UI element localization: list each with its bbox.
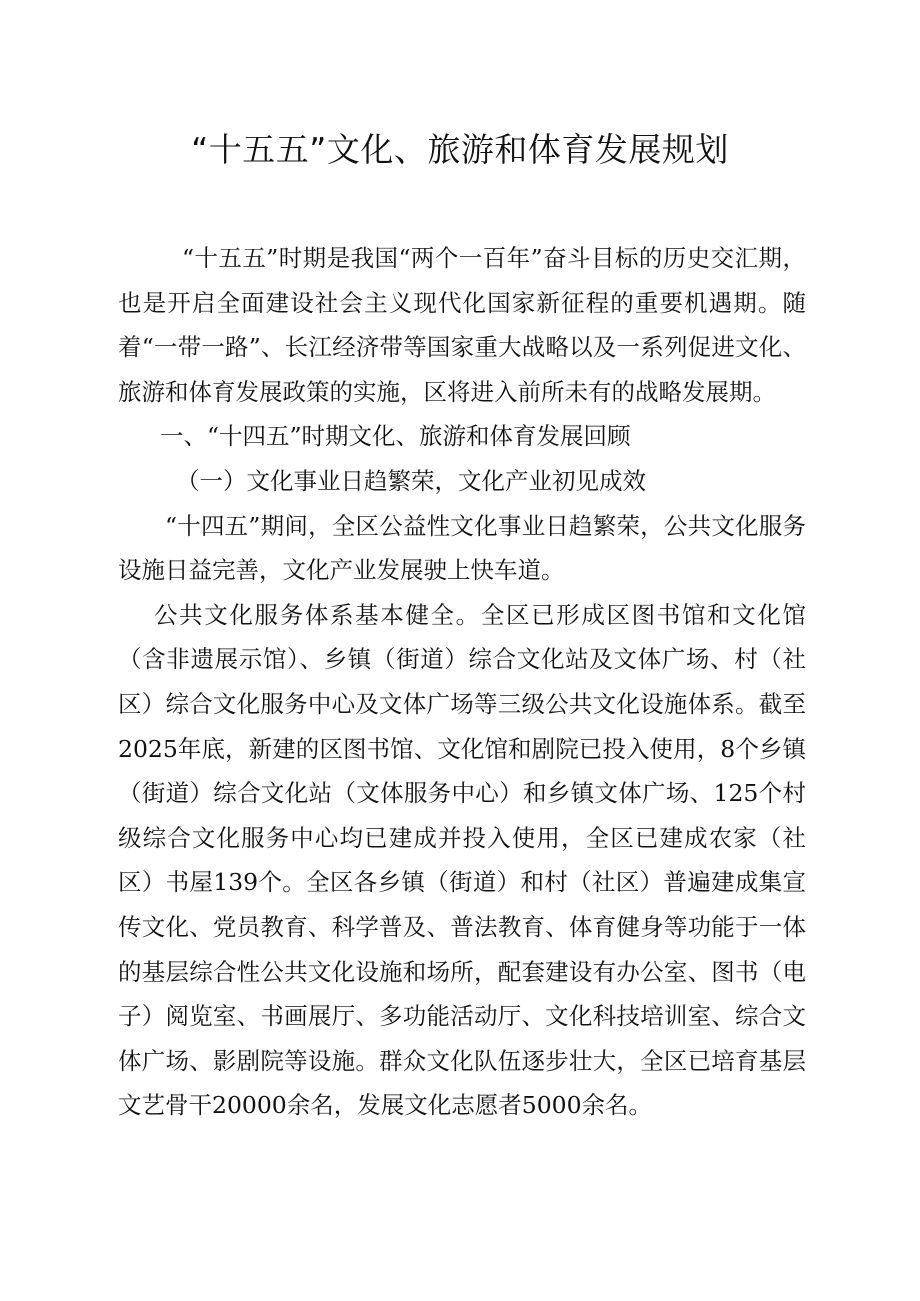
page-title: “十五五”文化、旅游和体育发展规划 [191, 130, 729, 169]
section-heading: 一、“十四五”时期文化、旅游和体育发展回顾 [160, 422, 631, 451]
public-service-paragraph: 公共文化服务体系基本健全。全区已形成区图书馆和文化馆（含非遗展示馆）、乡镇（街道）综合文化站及文体广场、村（社区）综合文化服务中心及文体广场等三级公共文化设施体系。截至2025年底，新建的区图书馆、文化馆和剧院已投入使用，8个乡镇（街道）综合文化站（文体服务中心）和乡镇文体广场、125个村级综合文化服务中心均已建成并投入使用，全区已建成农家（社区）书屋139个。全区各乡镇（街道）和村（社区）普遍建成集宣传文化、党员教育、科学普及、普法教育、体育健身等功能于一体的基层综合性公共文化设施和场所，配套建设有办公室、图书（电子）阅览室、书画展厅、多功能活动厅、文化科技培训室、综合文体广场、影剧院等设施。群众文化队伍逐步壮大，全区已培育基层文艺骨干20000余名，发展文化志愿者5000余名。 [118, 600, 806, 1120]
intro-paragraph: “十五五”时期是我国“两个一百年”奋斗目标的历史交汇期，也是开启全面建设社会主义现代化国家新征程的重要机遇期。随着“一带一路”、长江经济带等国家重大战略以及一系列促进文化、旅游和体育发展政策的实施，区将进入前所未有的战略发展期。 [118, 244, 806, 406]
summary-paragraph: “十四五”期间，全区公益性文化事业日趋繁荣，公共文化服务设施日益完善，文化产业发展驶上快车道。 [118, 511, 806, 585]
subsection-heading: （一）文化事业日趋繁荣，文化产业初见成效 [176, 466, 646, 495]
document-body [118, 236, 806, 1128]
